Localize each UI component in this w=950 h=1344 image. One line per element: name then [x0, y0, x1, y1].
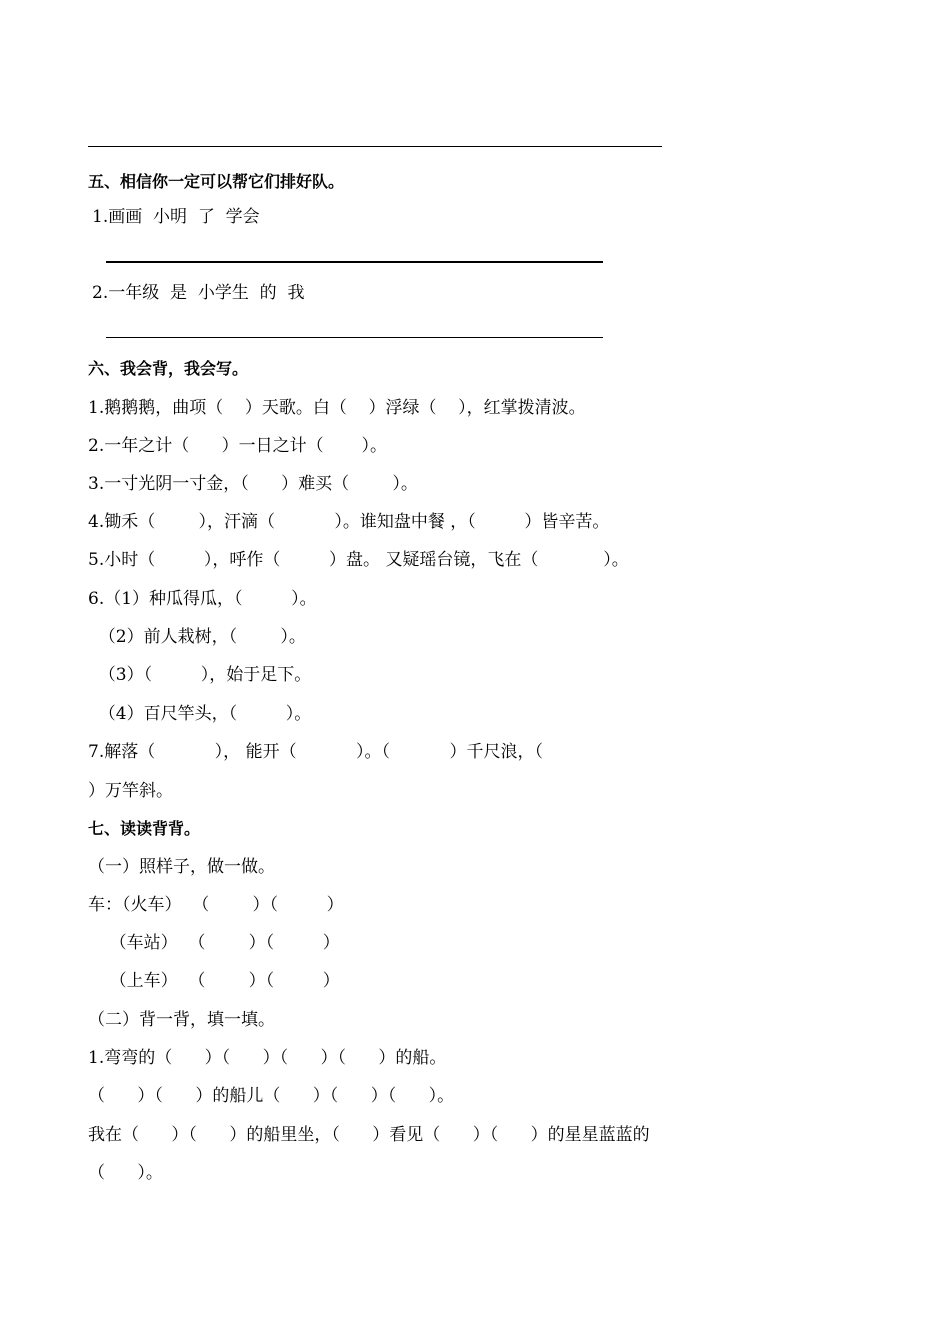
section-6-line-3: 3.一寸光阴一寸金，（ ）难买（ ）。 [88, 474, 418, 494]
section-6-title: 六、我会背，我会写。 [88, 359, 249, 378]
section-7-part-1-line-1: 车：（火车） （ ）（ ） [88, 895, 344, 915]
section-6-line-2: 2.一年之计（ ）一日之计（ ）。 [88, 436, 387, 456]
answer-line[interactable] [106, 261, 603, 263]
section-6-line-5: 5.小时（ ），呼作（ ）盘。 又疑瑶台镜，飞在（ ）。 [88, 550, 629, 570]
section-7-title: 七、读读背背。 [88, 819, 201, 838]
section-7-part-1-line-3: （上车） （ ）（ ） [88, 971, 340, 991]
section-6-line-4: 4.锄禾（ ），汗滴（ ）。谁知盘中餐 ，（ ）皆辛苦。 [88, 512, 610, 532]
section-7-part-2-title: （二）背一背，填一填。 [88, 1010, 275, 1030]
section-7-part-2-line-3: 我在（ ）（ ）的船里坐，（ ）看见（ ）（ ）的星星蓝蓝的 [88, 1125, 650, 1145]
section-5-item-2: 2.一年级 是 小学生 的 我 [92, 283, 305, 303]
section-7-part-1-title: （一）照样子，做一做。 [88, 857, 275, 877]
section-6-line-7: （2）前人栽树，（ ）。 [88, 627, 306, 647]
section-6-line-6: 6.（1）种瓜得瓜，（ ）。 [88, 589, 317, 609]
answer-line [88, 146, 662, 147]
answer-line[interactable] [106, 337, 603, 338]
section-7-part-2-line-2: （ ）（ ）的船儿（ ）（ ）（ ）。 [88, 1086, 455, 1106]
section-7-part-2-line-4: （ ）。 [88, 1163, 163, 1183]
section-6-line-1: 1.鹅鹅鹅，曲项（ ）天歌。白（ ）浮绿（ ），红掌拨清波。 [88, 398, 586, 418]
section-7-part-2-line-1: 1.弯弯的（ ）（ ）（ ）（ ）的船。 [88, 1048, 447, 1068]
section-6-line-9: （4）百尺竿头，（ ）。 [88, 704, 312, 724]
section-6-line-11: ）万竿斜。 [88, 781, 173, 801]
section-5-title: 五、相信你一定可以帮它们排好队。 [88, 172, 345, 191]
section-6-line-10: 7.解落（ ）， 能开（ ）。（ ）千尺浪，（ [88, 742, 543, 762]
section-7-part-1-line-2: （车站） （ ）（ ） [88, 933, 340, 953]
section-5-item-1: 1.画画 小明 了 学会 [92, 207, 260, 227]
section-6-line-8: （3）（ ），始于足下。 [88, 665, 312, 685]
